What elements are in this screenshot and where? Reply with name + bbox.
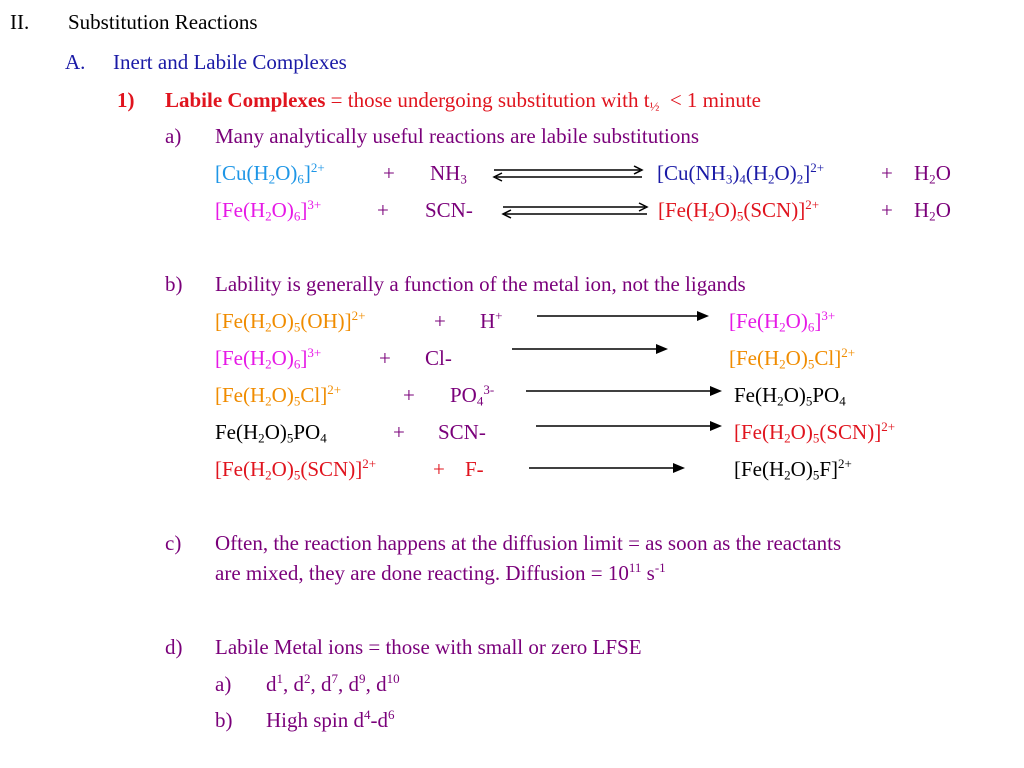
eq2-equilibrium-arrow-icon [497, 203, 653, 219]
rxn4-arrow-icon [536, 420, 726, 432]
point-1-number: 1) [117, 88, 135, 112]
d-config-1: $d^1$, [266, 670, 294, 696]
rxn1-reactant-1: $[Fe(H_2O)_5(OH)]^{2+}$ [215, 307, 366, 335]
range-dash: - [370, 708, 378, 732]
rate-unit: s [646, 561, 655, 585]
labile-term: Labile Complexes [165, 88, 326, 112]
item-d-sub-a-marker: a) [215, 672, 232, 696]
point-1-definition [165, 88, 761, 114]
eq2-product-1: $[Fe(H_2O)_5(SCN)]^{2+}$ [658, 196, 820, 224]
eq1-product-1: $[Cu(NH_3)_4(H_2O)_2]^{2+}$ [657, 159, 825, 187]
rxn2-plus: + [379, 346, 391, 370]
rxn3-reactant-2: $PO_4^{3-}$ [450, 381, 495, 409]
range-to-exp: 6 [388, 706, 395, 722]
range-from-exp: 4 [364, 706, 371, 722]
definition-text: those undergoing substitution with t [347, 88, 650, 112]
rxn3-reactant-1: $[Fe(H_2O)_5Cl]^{2+}$ [215, 381, 342, 409]
rxn3-product: $Fe(H_2O)_5PO_4$ [734, 383, 846, 409]
heading-number: II. [10, 10, 30, 34]
d-config-2: $d^2$, [293, 670, 322, 696]
rxn1-plus: + [434, 309, 446, 333]
rxn5-product: $[Fe(H_2O)_5F]^{2+}$ [734, 455, 852, 483]
rxn4-reactant-2: SCN- [438, 420, 486, 444]
d-config-7: $d^7$, [321, 670, 349, 696]
eq2-reactant-2: SCN- [425, 198, 473, 222]
rxn1-arrow-icon [537, 310, 713, 322]
rxn5-reactant-2: F- [465, 457, 484, 481]
eq1-equilibrium-arrow-icon [488, 166, 648, 182]
rxn5-arrow-icon [529, 462, 689, 474]
item-a-marker: a) [165, 124, 182, 148]
item-a-text: Many analytically useful reactions are labile substitutions [215, 124, 700, 148]
range-from-base: d [353, 708, 365, 732]
eq2-reactant-1: $[Fe(H_2O)_6]^{3+}$ [215, 196, 322, 224]
item-c-marker: c) [165, 531, 182, 555]
rxn2-arrow-icon [512, 343, 672, 355]
rxn3-arrow-icon [526, 385, 726, 397]
eq2-product-2: $H_2O$ [914, 198, 951, 224]
eq2-plus-2: + [881, 198, 893, 222]
half-subscript: ½ [649, 98, 660, 114]
item-c-line-2-text: are mixed, they are done reacting. Diffusion = 10 [215, 561, 629, 585]
rxn4-plus: + [393, 420, 405, 444]
rxn1-product: $[Fe(H_2O)_6]^{3+}$ [729, 307, 836, 335]
diffusion-exponent: 11 [628, 559, 642, 575]
heading-title: Substitution Reactions [68, 10, 258, 34]
rxn4-product: $[Fe(H_2O)_5(SCN)]^{2+}$ [734, 418, 896, 446]
time-condition: < 1 minute [669, 88, 761, 112]
range-to-base: d [377, 708, 389, 732]
subheading-number: A. [65, 50, 86, 74]
subheading-title: Inert and Labile Complexes [113, 50, 347, 74]
item-d-text: Labile Metal ions = those with small or zero LFSE [215, 635, 642, 659]
eq1-reactant-1: $[Cu(H_2O)_6]^{2+}$ [215, 159, 325, 187]
d-electron-configs [266, 670, 400, 696]
eq2-plus-1: + [377, 198, 389, 222]
eq1-product-2: $H_2O$ [914, 161, 951, 187]
item-b-text: Lability is generally a function of the metal ion, not the ligands [215, 272, 746, 296]
rxn2-reactant-1: $[Fe(H_2O)_6]^{3+}$ [215, 344, 322, 372]
eq1-reactant-2: $NH_3$ [430, 161, 467, 187]
d-config-10: $d^{10}$ [376, 670, 400, 696]
d-config-9: $d^9$, [348, 670, 377, 696]
item-d-marker: d) [165, 635, 183, 659]
high-spin-range [266, 706, 395, 732]
rxn2-reactant-2: Cl- [425, 346, 452, 370]
rxn4-reactant-1: $Fe(H_2O)_5PO_4$ [215, 420, 327, 446]
item-d-sub-b-marker: b) [215, 708, 233, 732]
high-spin-label: High spin [266, 708, 349, 732]
rxn2-product: $[Fe(H_2O)_5Cl]^{2+}$ [729, 344, 856, 372]
item-c-line-2 [215, 559, 666, 585]
rxn1-reactant-2: H+ [480, 307, 503, 333]
item-b-marker: b) [165, 272, 183, 296]
eq1-plus-1: + [383, 161, 395, 185]
rxn5-plus: + [433, 457, 445, 481]
rxn5-reactant-1: $[Fe(H_2O)_5(SCN)]^{2+}$ [215, 455, 377, 483]
rxn3-plus: + [403, 383, 415, 407]
eq1-plus-2: + [881, 161, 893, 185]
equals-sign: = [330, 88, 343, 112]
rate-unit-exponent: -1 [654, 559, 666, 575]
item-c-line-1: Often, the reaction happens at the diffusion limit = as soon as the reactants [215, 531, 842, 555]
